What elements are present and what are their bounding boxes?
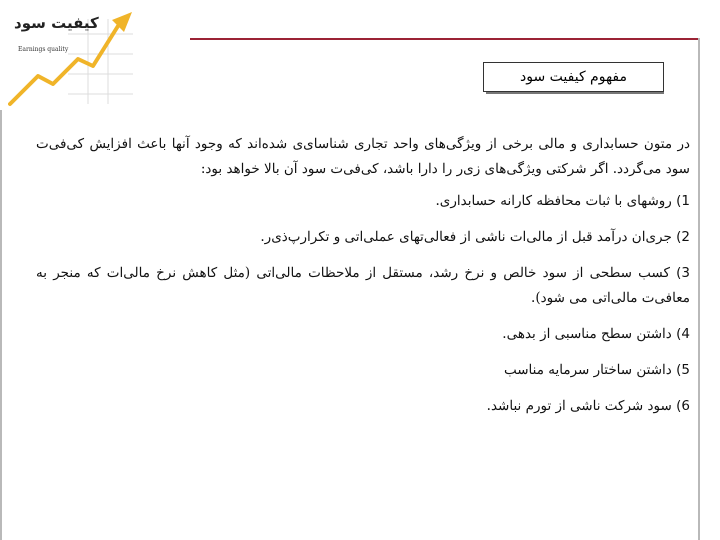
slide-title: مفهوم کیفیت سود (483, 62, 664, 92)
item-text: کسب سطحی از سود خالص و نرخ رشد، مستقل از ملاحظات مالی‌اتی (مثل کاهش نرخ مالی‌ات که منجر به معافی‌ت مالی‌اتی می شود). (36, 265, 690, 306)
frame-right-border (698, 38, 700, 540)
item-number: 4) (676, 326, 690, 342)
title-underline (486, 92, 664, 94)
item-text: داشتن ساختار سرمایه مناسب (503, 362, 672, 378)
item-text: داشتن سطح مناسبی از بدهی. (502, 326, 672, 342)
list-item (36, 225, 690, 250)
list-item (36, 261, 690, 311)
intro-paragraph: در متون حسابداری و مالی برخی از ویژگی‌های واحد تجاری شناسای‌ی شده‌اند که وجود آنها باعث افزایش کی‌فی‌ت سود می‌گردد. اگر شرکتی ویژگی‌های زی‌ر را دارا باشد، کی‌فی‌ت سود آن بالا خواهد بود: (36, 136, 690, 177)
logo (8, 4, 138, 109)
item-text: روشهای با ثبات محافظه کارانه حسابداری. (435, 193, 672, 209)
item-number: 3) (676, 265, 690, 281)
list-item (36, 358, 690, 383)
frame-left-border (0, 110, 2, 540)
item-number: 5) (676, 362, 690, 378)
slide-body (36, 132, 690, 430)
item-number: 2) (676, 229, 690, 245)
logo-title: کیفیت سود (14, 14, 99, 32)
list-item (36, 189, 690, 214)
item-number: 1) (676, 193, 690, 209)
logo-subtitle: Earnings quality (18, 46, 69, 53)
item-text: جری‌ان درآمد قبل از مالی‌ات ناشی از فعالی‌تهای عملی‌اتی و تکرارپ‌ذی‌ر. (260, 229, 672, 245)
item-number: 6) (676, 398, 690, 414)
frame-top-border (190, 38, 698, 40)
item-text: سود شرکت ناشی از تورم نباشد. (486, 398, 672, 414)
list-item (36, 394, 690, 419)
list-item (36, 322, 690, 347)
